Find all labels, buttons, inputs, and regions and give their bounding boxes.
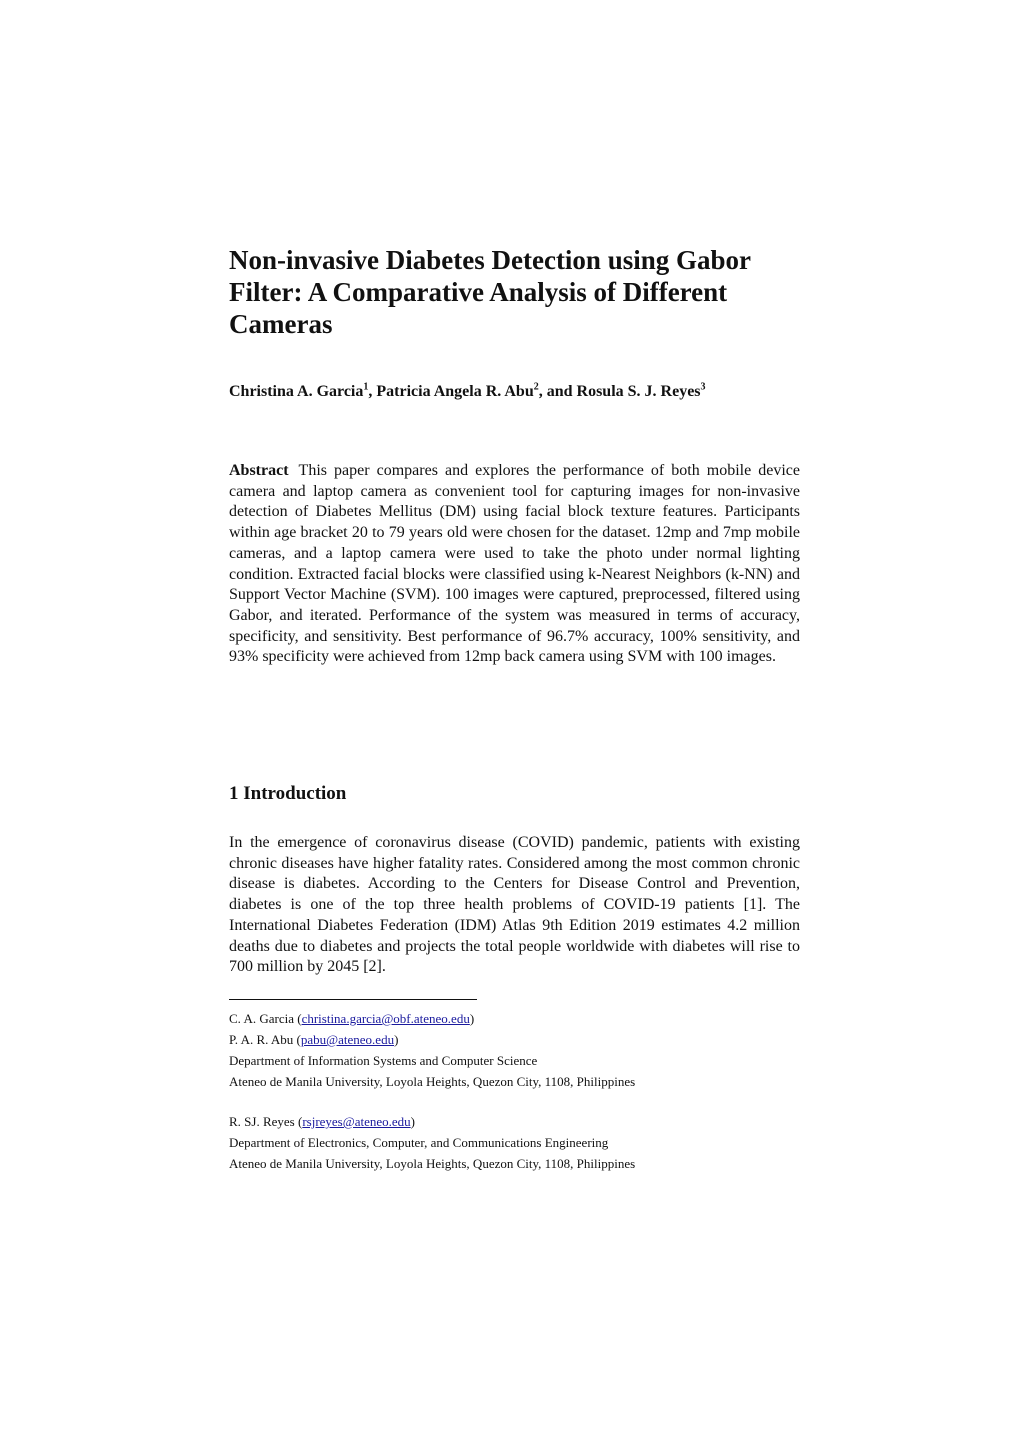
author-name: Rosula S. J. Reyes <box>576 383 701 400</box>
footnote-divider <box>229 999 477 1000</box>
footnote-department-1: Department of Information Systems and Computer Science <box>229 1053 538 1068</box>
author-list <box>229 381 800 403</box>
author-name: Christina A. Garcia <box>229 383 364 400</box>
email-link-abu[interactable]: pabu@ateneo.edu <box>300 1032 395 1047</box>
footnote-close: ) <box>394 1032 399 1047</box>
footnote-garcia <box>229 1011 474 1027</box>
abstract <box>229 461 800 668</box>
author-separator: , <box>368 383 377 400</box>
footnote-university-1: Ateneo de Manila University, Loyola Heights, Quezon City, 1108, Philippines <box>229 1074 636 1089</box>
author-affiliation-mark: 3 <box>700 381 706 393</box>
footnote-close: ) <box>469 1011 475 1026</box>
author-name: Patricia Angela R. Abu <box>376 383 534 400</box>
footnote-author: R. SJ. Reyes ( <box>229 1114 303 1129</box>
footnote-author: C. A. Garcia ( <box>229 1011 302 1026</box>
author-affiliation-mark: 2 <box>533 381 539 393</box>
footnote-university-2: Ateneo de Manila University, Loyola Heights, Quezon City, 1108, Philippines <box>229 1156 636 1171</box>
author-affiliation-mark: 1 <box>363 381 369 393</box>
paper-title: Non-invasive Diabetes Detection using Gabor Filter: A Comparative Analysis of Different Cameras <box>229 245 751 339</box>
footnote-abu <box>229 1032 398 1048</box>
email-link-reyes[interactable]: rsjreyes@ateneo.edu <box>302 1114 411 1129</box>
email-link-garcia[interactable]: christina.garcia@obf.ateneo.edu <box>301 1011 470 1026</box>
abstract-label: Abstract <box>229 462 289 479</box>
abstract-body: This paper compares and explores the performance of both mobile device camera and laptop camera as convenient tool for capturing images for non-invasive detection of Diabetes Mellitus (DM) using facial block texture features. Participants within age bracket 20 to 79 years old were chosen for the dataset. 12mp and 7mp mobile cameras, and a laptop camera were used to take the photo under normal lighting condition. Extracted facial blocks were classified using k-Nearest Neighbors (k-NN) and Support Vector Machine (SVM). 100 images were captured, preprocessed, filtered using Gabor, and iterated. Performance of the system was measured in terms of accuracy, specificity, and sensitivity. Best performance of 96.7% accuracy, 100% sensitivity, and 93% specificity were achieved from 12mp back camera using SVM with 100 images. <box>229 462 800 666</box>
footnote-department-2: Department of Electronics, Computer, and Communications Engineering <box>229 1135 609 1150</box>
section-heading-introduction: 1 Introduction <box>229 783 347 804</box>
introduction-paragraph: In the emergence of coronavirus disease (COVID) pandemic, patients with existing chronic diseases have higher fatality rates. Considered among the most common chronic disease is diabetes. According to the Centers for Disease Control and Prevention, diabetes is one of the top three health problems of COVID-19 patients [1]. The International Diabetes Federation (IDM) Atlas 9th Edition 2019 estimates 4.2 million deaths due to diabetes and projects the total people worldwide with diabetes will rise to 700 million by 2045 [2]. <box>229 834 800 976</box>
footnote-close: ) <box>410 1114 415 1129</box>
footnote-reyes <box>229 1114 415 1130</box>
footnote-author: P. A. R. Abu ( <box>229 1032 301 1047</box>
author-separator: , and <box>538 383 577 400</box>
